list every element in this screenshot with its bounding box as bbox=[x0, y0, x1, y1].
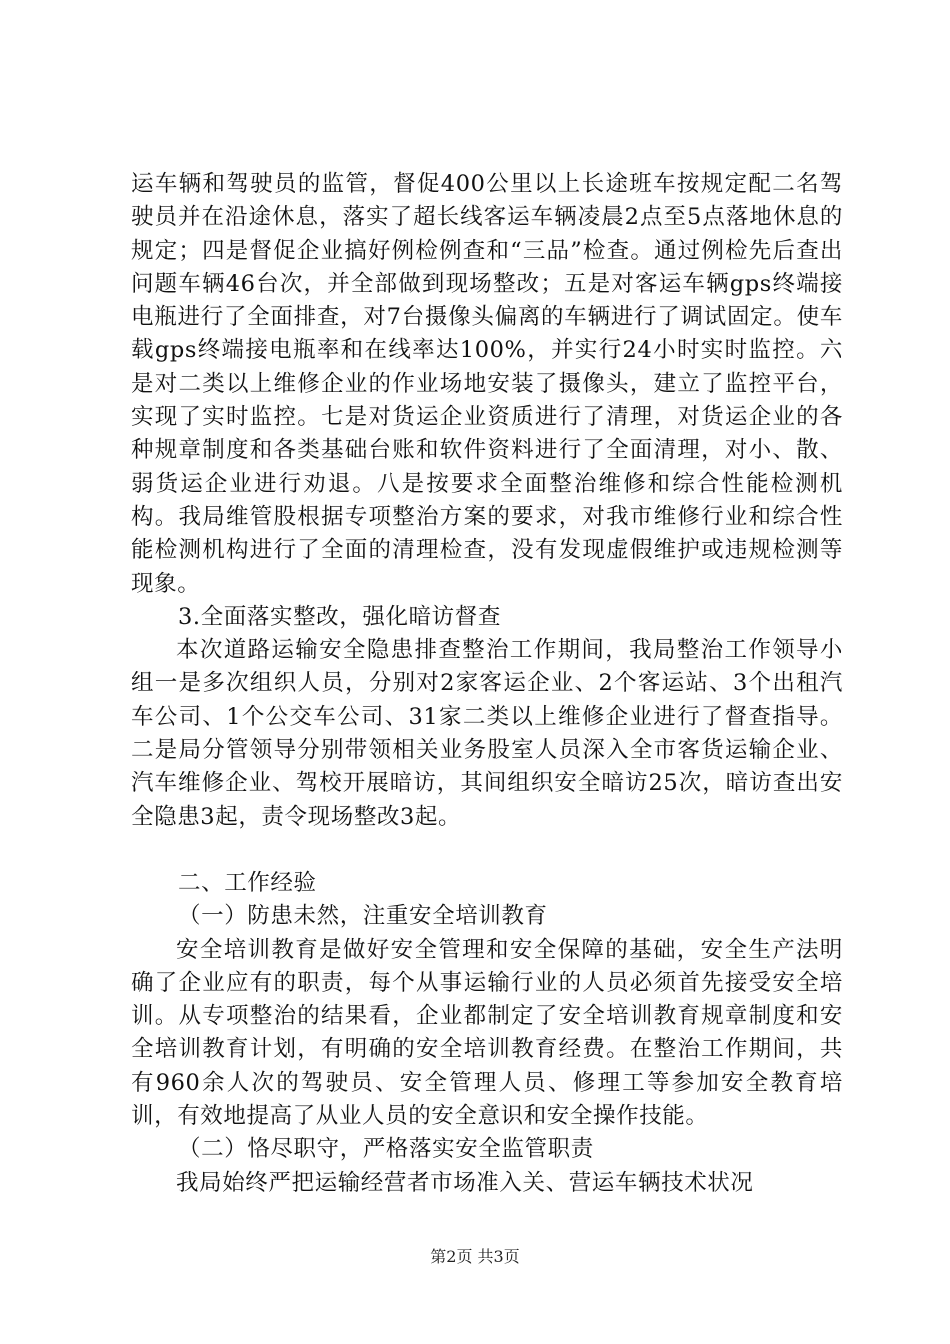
section-heading-experience: 二、工作经验 bbox=[178, 869, 317, 896]
blank-line bbox=[131, 834, 843, 867]
paragraph-continued: 运车辆和驾驶员的监管，督促400公里以上长途班车按规定配二名驾驶员并在沿途休息，落实了超长线客运车辆凌晨2点至5点落地休息的规定；四是督促企业搞好例检例查和“三品”检查。通过例检先后查出问题车辆46台次，并全部做到现场整改；五是对客运车辆gps终端接电瓶进行了全面排查，对7台摄像头偏离的车辆进行了调试固定。使车载gps终端接电瓶率和在线率达100%，并实行24小时实时监控。六是对二类以上维修企业的作业场地安装了摄像头，建立了监控平台，实现了实时监控。七是对货运企业资质进行了清理，对货运企业的各种规章制度和各类基础台账和软件资料进行了全面清理，对小、散、弱货运企业进行劝退。八是按要求全面整治维修和综合性能检测机构。我局维管股根据专项整治方案的要求，对我市维修行业和综合性能检测机构进行了全面的清理检查，没有发现虚假维护或违规检测等现象。 bbox=[131, 171, 843, 597]
section-heading-3: 3.全面落实整改，强化暗访督查 bbox=[178, 603, 501, 630]
subheading-supervision: （二）恪尽职守，严格落实安全监管职责 bbox=[178, 1136, 594, 1163]
paragraph-supervision: 我局始终严把运输经营者市场准入关、营运车辆技术状况 bbox=[176, 1169, 754, 1196]
paragraph-inspection: 本次道路运输安全隐患排查整治工作期间，我局整治工作领导小组一是多次组织人员，分别对2家客运企业、2个客运站、3个出租汽车公司、1个公交车公司、31家二类以上维修企业进行了督查指导。二是局分管领导分别带领相关业务股室人员深入全市客货运输企业、汽车维修企业、驾校开展暗访，其间组织安全暗访25次，暗访查出安全隐患3起，责令现场整改3起。 bbox=[131, 637, 843, 830]
subheading-training: （一）防患未然，注重安全培训教育 bbox=[178, 903, 548, 930]
document-body bbox=[131, 168, 843, 1200]
page-number-footer: 第2页 共3页 bbox=[430, 1247, 520, 1266]
paragraph-training: 安全培训教育是做好安全管理和安全保障的基础，安全生产法明确了企业应有的职责，每个从事运输行业的人员必须首先接受安全培训。从专项整治的结果看，企业都制定了安全培训教育规章制度和安全培训教育计划，有明确的安全培训教育经费。在整治工作期间，共有960余人次的驾驶员、安全管理人员、修理工等参加安全教育培训，有效地提高了从业人员的安全意识和安全操作技能。 bbox=[131, 936, 843, 1130]
